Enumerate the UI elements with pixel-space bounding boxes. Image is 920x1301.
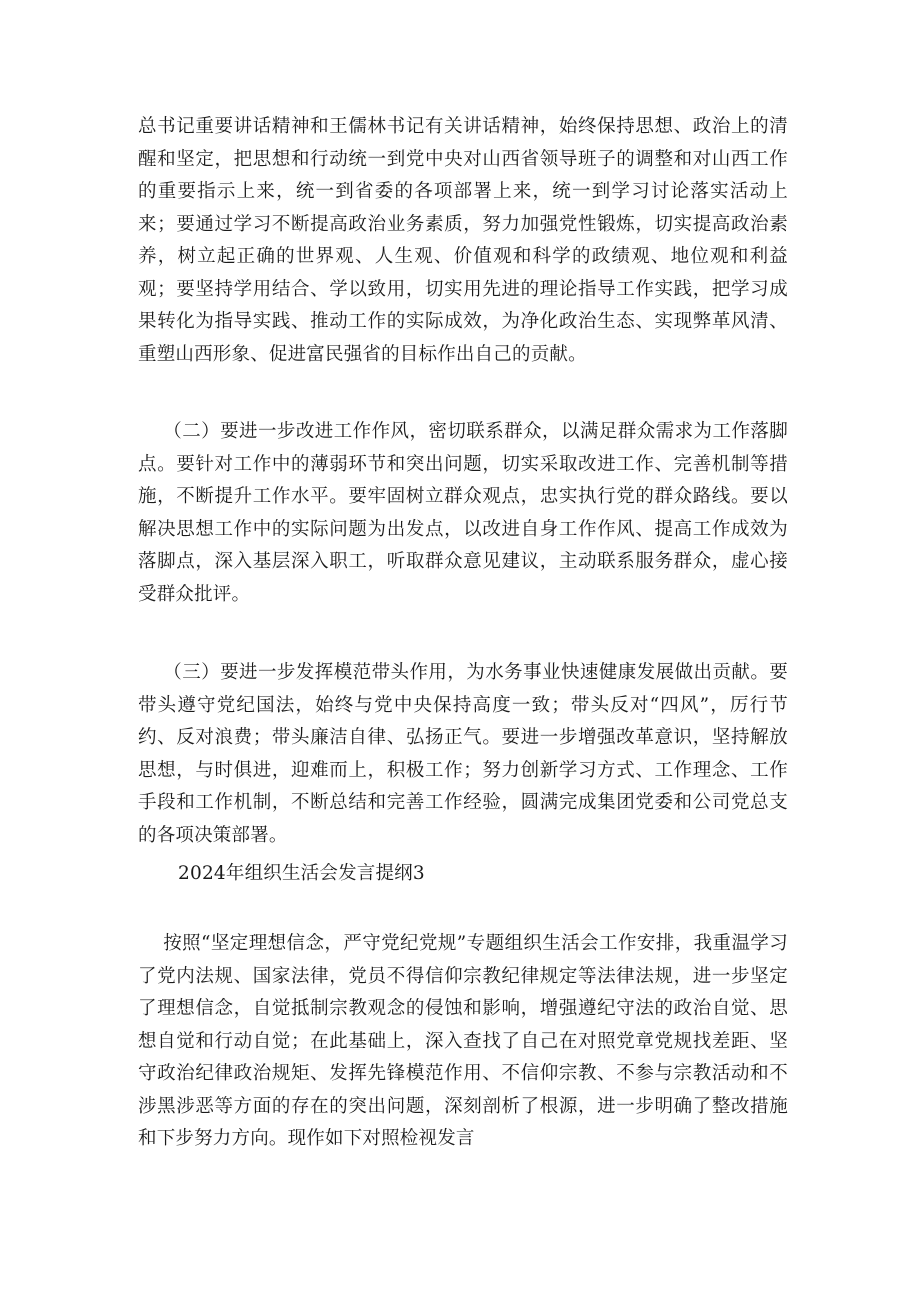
section-heading: 2024年组织生活会发言提纲3	[178, 863, 425, 884]
paragraph-introduction: 按照“坚定理想信念，严守党纪党规”专题组织生活会工作安排，我重温学习了党内法规、国家法律，党员不得信仰宗教纪律规定等法律法规，进一步坚定了理想信念，自觉抵制宗教观念的侵蚀和影响，增强遵纪守法的政治自觉、思想自觉和行动自觉；在此基础上，深入查找了自己在对照党章党规找差距、坚守政治纪律政治规矩、发挥先锋模范作用、不信仰宗教、不参与宗教活动和不涉黑涉恶等方面的存在的突出问题，深刻剖析了根源，进一步明确了整改措施和下步努力方向。现作如下对照检视发言	[138, 933, 788, 1149]
paragraph-work-style: （二）要进一步改进工作作风，密切联系群众，以满足群众需求为工作落脚点。要针对工作中的薄弱环节和突出问题，切实采取改进工作、完善机制等措施，不断提升工作水平。要牢固树立群众观点，忠实执行党的群众路线。要以解决思想工作中的实际问题为出发点，以改进自身工作作风、提高工作成效为落脚点，深入基层深入职工，听取群众意见建议，主动联系服务群众，虚心接受群众批评。	[138, 421, 788, 605]
paragraph-study-spirit: 总书记重要讲话精神和王儒林书记有关讲话精神，始终保持思想、政治上的清醒和坚定，把思想和行动统一到党中央对山西省领导班子的调整和对山西工作的重要指示上来，统一到省委的各项部署上来，统一到学习讨论落实活动上来；要通过学习不断提高政治业务素质，努力加强党性锻炼，切实提高政治素养，树立起正确的世界观、人生观、价值观和科学的政绩观、地位观和利益观；要坚持学用结合、学以致用，切实用先进的理论指导工作实践，把学习成果转化为指导实践、推动工作的实际成效，为净化政治生态、实现弊革风清、重塑山西形象、促进富民强省的目标作出自己的贡献。	[138, 116, 788, 365]
paragraph-exemplary-role: （三）要进一步发挥模范带头作用，为水务事业快速健康发展做出贡献。要带头遵守党纪国法，始终与党中央保持高度一致；带头反对“四风”，厉行节约、反对浪费；带头廉洁自律、弘扬正气。要进一步增强改革意识，坚持解放思想，与时俱进，迎难而上，积极工作；努力创新学习方式、工作理念、工作手段和工作机制，不断总结和完善工作经验，圆满完成集团党委和公司党总支的各项决策部署。	[138, 662, 788, 846]
